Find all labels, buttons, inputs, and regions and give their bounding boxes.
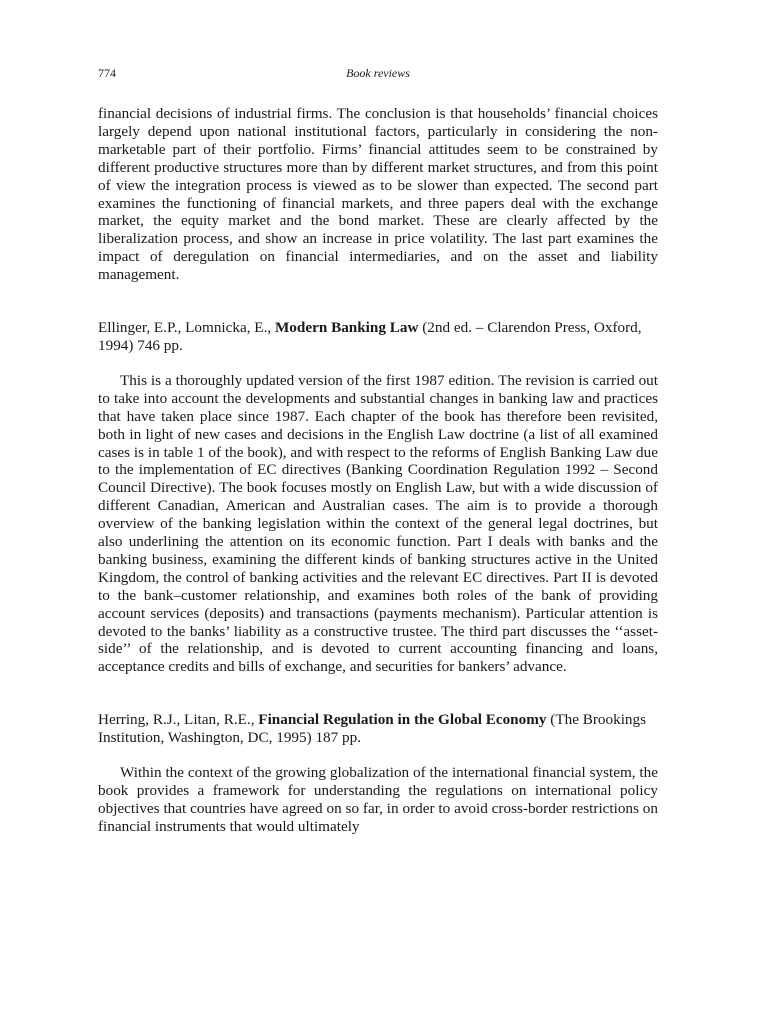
running-title: Book reviews [346,66,410,80]
review-publication: (2nd ed. – Clarendon Press, Oxford, 1994) 746 pp. [98,319,642,354]
review-citation-1 [98,319,658,355]
review-book-title: Modern Banking Law [274,319,419,337]
review-book-title: Financial Regulation in the Global Economy [258,711,547,729]
review-citation-2 [98,711,658,747]
book-review-page [98,66,658,836]
continued-paragraph: financial decisions of industrial firms. The conclusion is that households’ financial choices largely depend upon national institutional factors, particularly in considering the non-marketable part of their portfolio. Firms’ financial attitudes seem to be constrained by different productive structures more than by different market structures, and from this point of view the integration process is viewed as to be slower than expected. The second part examines the functioning of financial markets, and three papers deal with the exchange market, the equity market and the bond market. These are clearly affected by the liberalization process, and show an increase in price volatility. The last part examines the impact of deregulation on financial intermediaries, and on the asset and liability management. [98,105,658,284]
review-authors: Herring, R.J., Litan, R.E., [98,711,259,729]
review-authors: Ellinger, E.P., Lomnicka, E., [98,319,275,337]
review-body-2: Within the context of the growing globalization of the international financial system, the book provides a framework for understanding the regulations on international policy objectives that countries have agreed on so far, in order to avoid cross-border restrictions on financial instruments that would ultimately [98,764,658,835]
review-body-1: This is a thoroughly updated version of the first 1987 edition. The revision is carried out to take into account the developments and substantial changes in banking law and practices that have taken place since 1987. Each chapter of the book has therefore been revisited, both in light of new cases and decisions in the English Law doctrine (a list of all examined cases is in table 1 of the book), and with respect to the reforms of English Banking Law due to the implementation of EC directives (Banking Coordination Regulation 1992 – Second Council Directive). The book focuses mostly on English Law, but with a wide discussion of different Canadian, American and Australian cases. The aim is to provide a thorough overview of the banking legislation within the context of the general legal doctrines, but also underlining the attention on its economic function. Part I deals with banks and the banking business, examining the different kinds of banking structures active in the United Kingdom, the control of banking activities and the relevant EC directives. Part II is devoted to the bank–customer relationship, and examines both roles of the bank of providing account services (deposits) and transactions (payments mechanism). Particular attention is devoted to the banks’ liability as a constructive trustee. The third part discusses the ‘‘asset-side’’ of the relationship, and is devoted to current accounting financing and loans, acceptance credits and bills of exchange, and securities for bankers’ advance. [98,371,658,676]
running-head [98,66,658,86]
review-publication: (The Brookings Institution, Washington, DC, 1995) 187 pp. [98,711,647,747]
page-number: 774 [98,66,116,80]
